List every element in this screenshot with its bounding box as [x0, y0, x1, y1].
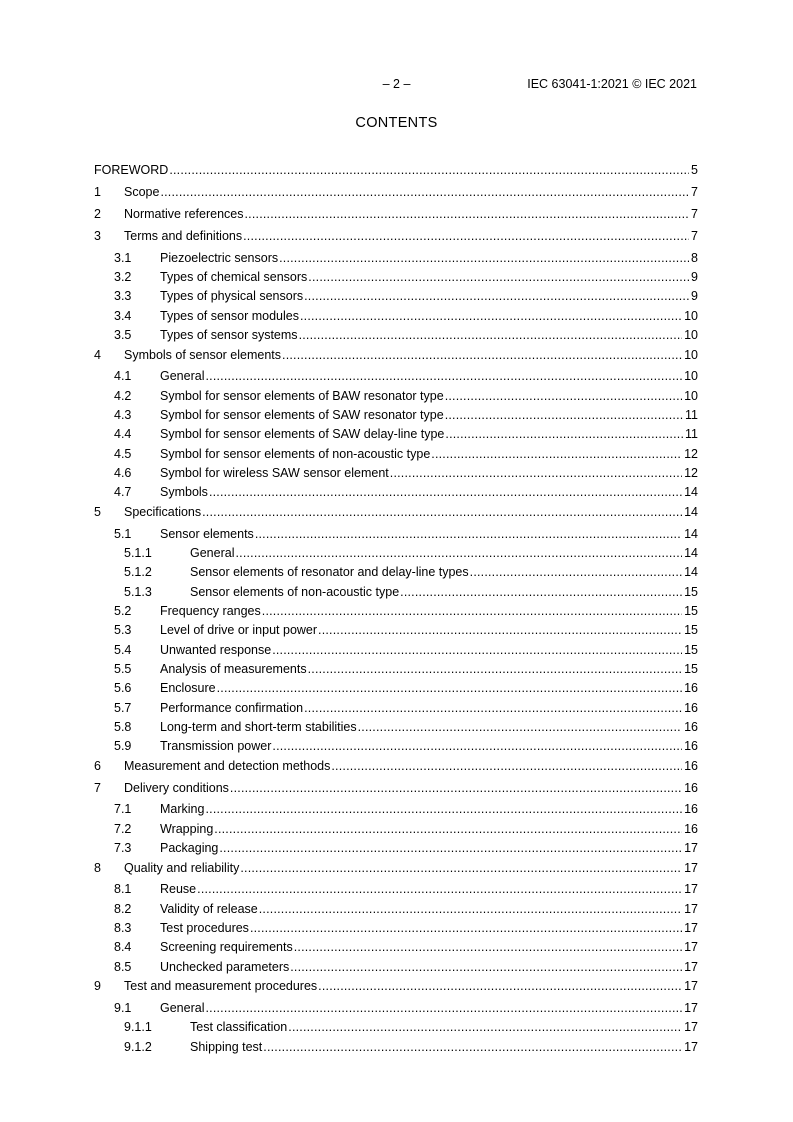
toc-entry[interactable]: [94, 443, 698, 462]
toc-entry-title: Delivery conditions: [124, 781, 229, 795]
toc-dot-leader: [160, 185, 689, 200]
toc-entry[interactable]: [94, 898, 698, 917]
toc-entry-page: 16: [684, 739, 698, 753]
toc-dot-leader: [272, 739, 682, 754]
toc-dot-leader: [263, 1040, 682, 1055]
toc-entry-title: Sensor elements: [160, 527, 254, 541]
toc-entry-number: 5.6: [114, 681, 132, 695]
toc-entry[interactable]: [94, 837, 698, 856]
toc-entry[interactable]: [94, 247, 698, 266]
toc-entry-number: 7: [94, 781, 101, 795]
toc-entry-title: General: [160, 1001, 205, 1015]
toc-entry[interactable]: [94, 542, 698, 561]
toc-entry-page: 17: [684, 979, 698, 993]
toc-entry-title: Symbol for sensor elements of SAW delay-line type: [160, 427, 445, 441]
toc-entry[interactable]: [94, 956, 698, 975]
toc-entry-page: 16: [684, 759, 698, 773]
toc-entry-page: 17: [684, 940, 698, 954]
toc-entry-title: Symbol for sensor elements of BAW resonator type: [160, 389, 444, 403]
toc-entry-title: Packaging: [160, 841, 219, 855]
toc-entry[interactable]: [94, 159, 698, 178]
toc-entry-title: Test procedures: [160, 921, 249, 935]
toc-entry-number: 8.4: [114, 940, 132, 954]
toc-entry-title: Reuse: [160, 882, 197, 896]
toc-entry-number: 8.5: [114, 960, 132, 974]
toc-entry-page: 15: [684, 623, 698, 637]
toc-entry-page: 17: [684, 921, 698, 935]
toc-dot-leader: [250, 921, 682, 936]
toc-dot-leader: [245, 207, 690, 222]
toc-entry-title: Long-term and short-term stabilities: [160, 720, 357, 734]
toc-entry[interactable]: [94, 225, 698, 244]
toc-entry[interactable]: [94, 997, 698, 1016]
toc-entry[interactable]: [94, 1036, 698, 1055]
toc-entry-title: Unwanted response: [160, 643, 272, 657]
toc-entry-page: 16: [684, 822, 698, 836]
toc-entry-page: 9: [691, 270, 698, 284]
toc-entry[interactable]: [94, 917, 698, 936]
toc-dot-leader: [240, 861, 682, 876]
toc-entry-page: 14: [684, 505, 698, 519]
toc-dot-leader: [308, 270, 689, 285]
toc-entry[interactable]: [94, 857, 698, 876]
toc-entry-title: Normative references: [124, 207, 244, 221]
toc-entry-page: 7: [691, 185, 698, 199]
toc-entry-number: 4.4: [114, 427, 132, 441]
page-number: – 2 –: [382, 77, 411, 91]
toc-entry[interactable]: [94, 181, 698, 200]
toc-dot-leader: [214, 822, 682, 837]
toc-entry-title: Terms and definitions: [124, 229, 243, 243]
toc-entry-page: 16: [684, 681, 698, 695]
toc-entry-page: 7: [691, 229, 698, 243]
toc-entry[interactable]: [94, 462, 698, 481]
toc-entry-page: 14: [684, 565, 698, 579]
toc-entry-number: 5.1.3: [124, 585, 152, 599]
toc-dot-leader: [318, 623, 682, 638]
toc-dot-leader: [431, 447, 682, 462]
toc-entry[interactable]: [94, 755, 698, 774]
toc-entry-page: 5: [691, 163, 698, 177]
toc-entry-number: 4: [94, 348, 101, 362]
toc-entry-title: Types of sensor modules: [160, 309, 299, 323]
toc-dot-leader: [259, 902, 682, 917]
page-title: CONTENTS: [355, 115, 438, 131]
toc-dot-leader: [288, 1020, 682, 1035]
toc-entry-number: 4.2: [114, 389, 132, 403]
toc-entry-title: Test and measurement procedures: [124, 979, 318, 993]
toc-entry[interactable]: [94, 285, 698, 304]
toc-dot-leader: [272, 643, 682, 658]
toc-entry-page: 10: [684, 369, 698, 383]
toc-entry[interactable]: [94, 619, 698, 638]
toc-entry-title: Sensor elements of non-acoustic type: [190, 585, 400, 599]
toc-dot-leader: [255, 527, 682, 542]
toc-entry-title: FOREWORD: [94, 163, 169, 177]
toc-entry-title: Symbol for wireless SAW sensor element: [160, 466, 389, 480]
toc-entry[interactable]: [94, 266, 698, 285]
toc-dot-leader: [318, 979, 682, 994]
toc-entry-page: 14: [684, 546, 698, 560]
toc-entry-number: 9.1.2: [124, 1040, 152, 1054]
toc-entry[interactable]: [94, 716, 698, 735]
toc-entry-page: 14: [684, 527, 698, 541]
toc-entry-number: 5.4: [114, 643, 132, 657]
toc-entry-page: 17: [684, 960, 698, 974]
toc-entry-title: Validity of release: [160, 902, 258, 916]
toc-entry-title: Shipping test: [190, 1040, 263, 1054]
document-reference: IEC 63041-1:2021 © IEC 2021: [527, 77, 697, 91]
toc-entry[interactable]: [94, 936, 698, 955]
toc-entry-title: Measurement and detection methods: [124, 759, 331, 773]
toc-dot-leader: [217, 681, 683, 696]
toc-entry-page: 15: [684, 585, 698, 599]
toc-entry[interactable]: [94, 344, 698, 363]
toc-entry-title: Screening requirements: [160, 940, 293, 954]
toc-entry-number: 9.1.1: [124, 1020, 152, 1034]
toc-entry-title: Scope: [124, 185, 160, 199]
toc-entry[interactable]: [94, 324, 698, 343]
toc-entry-page: 12: [684, 466, 698, 480]
toc-entry[interactable]: [94, 365, 698, 384]
toc-dot-leader: [205, 1001, 682, 1016]
toc-entry-page: 17: [684, 841, 698, 855]
toc-entry-title: Types of chemical sensors: [160, 270, 308, 284]
toc-entry-number: 5.9: [114, 739, 132, 753]
toc-entry-page: 15: [684, 604, 698, 618]
toc-entry-number: 5: [94, 505, 101, 519]
toc-entry[interactable]: [94, 639, 698, 658]
toc-entry-title: Enclosure: [160, 681, 216, 695]
toc-entry[interactable]: [94, 677, 698, 696]
toc-entry-title: Unchecked parameters: [160, 960, 290, 974]
toc-entry-number: 8.3: [114, 921, 132, 935]
toc-entry[interactable]: [94, 878, 698, 897]
toc-entry-number: 7.2: [114, 822, 132, 836]
toc-entry[interactable]: [94, 203, 698, 222]
toc-entry[interactable]: [94, 735, 698, 754]
toc-entry-number: 5.1: [114, 527, 132, 541]
toc-entry-page: 16: [684, 802, 698, 816]
toc-entry-number: 3.3: [114, 289, 132, 303]
toc-dot-leader: [243, 229, 689, 244]
toc-entry-page: 16: [684, 701, 698, 715]
toc-entry-title: Quality and reliability: [124, 861, 240, 875]
toc-entry-number: 8.2: [114, 902, 132, 916]
toc-entry-number: 2: [94, 207, 101, 221]
toc-dot-leader: [290, 960, 682, 975]
toc-entry-number: 9: [94, 979, 101, 993]
toc-entry-page: 10: [684, 348, 698, 362]
toc-dot-leader: [308, 662, 683, 677]
toc-entry-number: 5.8: [114, 720, 132, 734]
toc-entry[interactable]: [94, 581, 698, 600]
toc-entry-title: Marking: [160, 802, 205, 816]
toc-entry[interactable]: [94, 697, 698, 716]
toc-entry-page: 11: [685, 427, 698, 441]
toc-entry[interactable]: [94, 385, 698, 404]
toc-entry-number: 6: [94, 759, 101, 773]
toc-entry-number: 4.7: [114, 485, 132, 499]
toc-entry-number: 4.1: [114, 369, 132, 383]
toc-entry-title: Types of physical sensors: [160, 289, 304, 303]
toc-entry-page: 16: [684, 781, 698, 795]
toc-entry-number: 5.2: [114, 604, 132, 618]
toc-entry-page: 10: [684, 328, 698, 342]
toc-entry-number: 3.4: [114, 309, 132, 323]
toc-entry-title: Level of drive or input power: [160, 623, 318, 637]
toc-entry-page: 8: [691, 251, 698, 265]
toc-entry-number: 3: [94, 229, 101, 243]
toc-dot-leader: [445, 408, 683, 423]
toc-entry-title: General: [190, 546, 235, 560]
toc-entry-page: 9: [691, 289, 698, 303]
toc-entry[interactable]: [94, 523, 698, 542]
toc-entry-title: Wrapping: [160, 822, 214, 836]
toc-dot-leader: [279, 251, 689, 266]
toc-entry-title: Symbols: [160, 485, 208, 499]
toc-entry-page: 14: [684, 485, 698, 499]
toc-dot-leader: [358, 720, 682, 735]
toc-entry[interactable]: [94, 798, 698, 817]
toc-entry-title: Types of sensor systems: [160, 328, 298, 342]
toc-entry[interactable]: [94, 1016, 698, 1035]
toc-entry-page: 7: [691, 207, 698, 221]
toc-entry[interactable]: [94, 975, 698, 994]
toc-entry[interactable]: [94, 561, 698, 580]
toc-dot-leader: [299, 328, 683, 343]
toc-entry-page: 17: [684, 1001, 698, 1015]
toc-dot-leader: [219, 841, 682, 856]
toc-entry-title: General: [160, 369, 205, 383]
toc-entry-title: Analysis of measurements: [160, 662, 307, 676]
toc-entry-page: 17: [684, 1020, 698, 1034]
toc-dot-leader: [230, 781, 682, 796]
toc-dot-leader: [445, 389, 682, 404]
toc-entry[interactable]: [94, 481, 698, 500]
toc-entry-page: 17: [684, 882, 698, 896]
toc-dot-leader: [304, 289, 689, 304]
toc-dot-leader: [205, 802, 682, 817]
toc-entry-number: 8: [94, 861, 101, 875]
toc-entry-title: Symbols of sensor elements: [124, 348, 282, 362]
toc-dot-leader: [445, 427, 683, 442]
toc-entry[interactable]: [94, 818, 698, 837]
toc-entry-number: 5.5: [114, 662, 132, 676]
toc-entry-title: Symbol for sensor elements of SAW resonator type: [160, 408, 444, 422]
toc-entry-page: 17: [684, 861, 698, 875]
toc-entry-number: 3.2: [114, 270, 132, 284]
toc-entry-title: Performance confirmation: [160, 701, 304, 715]
toc-entry-title: Specifications: [124, 505, 202, 519]
toc-dot-leader: [169, 163, 689, 178]
toc-entry-title: Frequency ranges: [160, 604, 261, 618]
toc-dot-leader: [282, 348, 682, 363]
toc-dot-leader: [209, 485, 682, 500]
toc-entry[interactable]: [94, 501, 698, 520]
toc-entry-number: 3.5: [114, 328, 132, 342]
toc-entry-title: Sensor elements of resonator and delay-line types: [190, 565, 469, 579]
toc-entry-page: 17: [684, 902, 698, 916]
toc-entry[interactable]: [94, 600, 698, 619]
toc-entry-number: 4.3: [114, 408, 132, 422]
toc-entry-title: Transmission power: [160, 739, 272, 753]
toc-dot-leader: [400, 585, 682, 600]
toc-entry-title: Piezoelectric sensors: [160, 251, 279, 265]
toc-entry-number: 8.1: [114, 882, 132, 896]
toc-entry-number: 3.1: [114, 251, 132, 265]
toc-entry-number: 4.6: [114, 466, 132, 480]
toc-entry-number: 5.1.2: [124, 565, 152, 579]
toc-entry-title: Test classification: [190, 1020, 288, 1034]
toc-entry-title: Symbol for sensor elements of non-acoustic type: [160, 447, 431, 461]
toc-dot-leader: [304, 701, 682, 716]
toc-entry[interactable]: [94, 305, 698, 324]
toc-dot-leader: [300, 309, 682, 324]
toc-dot-leader: [197, 882, 682, 897]
toc-entry-number: 7.3: [114, 841, 132, 855]
toc-entry-number: 1: [94, 185, 101, 199]
toc-entry-number: 5.1.1: [124, 546, 152, 560]
toc-entry-number: 7.1: [114, 802, 132, 816]
toc-dot-leader: [205, 369, 682, 384]
toc-entry-page: 17: [684, 1040, 698, 1054]
toc-dot-leader: [262, 604, 682, 619]
toc-entry[interactable]: [94, 423, 698, 442]
toc-entry-page: 10: [684, 309, 698, 323]
toc-entry[interactable]: [94, 777, 698, 796]
toc-entry-number: 5.7: [114, 701, 132, 715]
toc-dot-leader: [331, 759, 682, 774]
toc-dot-leader: [390, 466, 682, 481]
toc-entry[interactable]: [94, 658, 698, 677]
toc-entry-page: 15: [684, 643, 698, 657]
toc-entry-page: 12: [684, 447, 698, 461]
toc-entry-page: 16: [684, 720, 698, 734]
toc-dot-leader: [235, 546, 682, 561]
toc-entry-number: 4.5: [114, 447, 132, 461]
toc-entry-number: 5.3: [114, 623, 132, 637]
toc-entry[interactable]: [94, 404, 698, 423]
toc-entry-page: 10: [684, 389, 698, 403]
toc-dot-leader: [294, 940, 682, 955]
toc-entry-number: 9.1: [114, 1001, 132, 1015]
toc-entry-page: 15: [684, 662, 698, 676]
toc-dot-leader: [470, 565, 682, 580]
toc-dot-leader: [202, 505, 682, 520]
toc-entry-page: 11: [685, 408, 698, 422]
